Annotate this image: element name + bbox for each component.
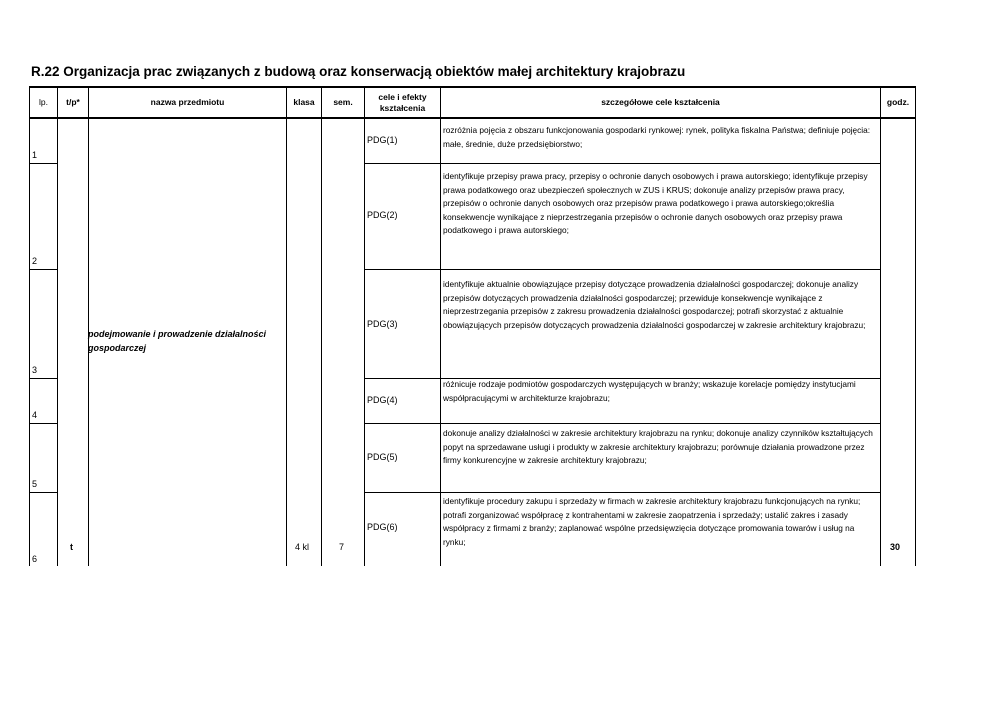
col-divider: [57, 88, 58, 566]
row-description: identyfikuje aktualnie obowiązujące przepisy dotyczące prowadzenia działalności gospodarczej; dokonuje analizy przepisów dotyczących prowadzenia działalności gospodarczej; przewiduje konsekwencje wynikające z nieprzestrzegania przepisów z zakresu prowadzenia działalności gospodarczej; potrafi skorzystać z aktualnie obowiązujących przepisów dotyczących prowadzenia działalności gospodarczej w zakresie architektury krajobrazu;: [443, 279, 866, 330]
col-divider: [880, 88, 881, 566]
row-description: różnicuje rodzaje podmiotów gospodarczych występujących w branży; wskazuje korelacje pomiędzy instytucjami współpracującymi w architekturze krajobrazu;: [443, 379, 856, 403]
row-number: 4: [32, 410, 38, 420]
curriculum-table: [29, 86, 916, 566]
col-divider: [286, 88, 287, 566]
header-tp: t/p*: [66, 97, 80, 108]
row-description: rozróżnia pojęcia z obszaru funkcjonowania gospodarki rynkowej: rynek, polityka fiskalna Państwa; definiuje pojęcia: małe, średnie, duże przedsiębiorstwo;: [443, 125, 871, 149]
row-description: dokonuje analizy działalności w zakresie architektury krajobrazu na rynku; dokonuje analizy czynników kształtujących popyt na sprzedawane usługi i produkty w zakresie architektury krajobrazu; porównuje działania prowadzone przez firmy konkurencyjne w zakresie architektury krajobrazu;: [443, 428, 873, 465]
header-klasa: klasa: [293, 97, 315, 108]
row-divider: [30, 163, 58, 164]
col-divider: [321, 88, 322, 566]
row-divider: [364, 492, 881, 493]
row-code: PDG(1): [367, 135, 398, 145]
col-divider: [364, 88, 365, 566]
row-divider: [30, 423, 58, 424]
row-code: PDG(4): [367, 395, 398, 405]
header-nazwa: nazwa przedmiotu: [150, 97, 225, 108]
row-number: 3: [32, 365, 38, 375]
header-sem: sem.: [333, 97, 353, 108]
row-code: PDG(6): [367, 522, 398, 532]
row-divider: [364, 163, 881, 164]
row-divider: [364, 423, 881, 424]
row-divider: [30, 269, 58, 270]
row-description: identyfikuje procedury zakupu i sprzedaży w firmach w zakresie architektury krajobrazu funkcjonujących na rynku; potrafi zorganizować współpracę z kontrahentami w zakresie zaopatrzenia i sprzedaży; ustalić zakres i zasady współpracy z firmami z branży; zaplanować wspólne przedsięwzięcia dotyczące promowania towarów i usług na rynku;: [443, 496, 861, 547]
header-szczegolowe: szczegółowe cele kształcenia: [601, 97, 720, 108]
row-number: 2: [32, 256, 38, 266]
row-description: identyfikuje przepisy prawa pracy, przepisy o ochronie danych osobowych i prawa autorskiego; identyfikuje przepisy prawa podatkowego oraz ubezpieczeń społecznych w ZUS i KRUS; dokonuje analizy przepisów prawa pracy, przepisów o ochronie danych osobowych oraz przepisów prawa podatkowego i prawa autorskiego;określia konsekwencje wynikające z nieprzestrzegania przepisów o ochronie danych osobowych oraz przepisy prawa podatkowego i prawa autorskiego;: [443, 171, 868, 235]
row-number: 6: [32, 554, 38, 564]
subject-godz: 30: [890, 542, 901, 552]
header-lp: lp.: [39, 97, 48, 108]
subject-klasa: 4 kl: [295, 542, 310, 552]
col-divider: [440, 88, 441, 566]
row-code: PDG(2): [367, 210, 398, 220]
row-divider: [30, 492, 58, 493]
subject-sem: 7: [339, 542, 345, 552]
row-number: 5: [32, 479, 38, 489]
row-code: PDG(5): [367, 452, 398, 462]
header-cele: cele i efekty kształcenia: [378, 91, 427, 113]
subject-name: podejmowanie i prowadzenie działalności gospodarczej: [88, 329, 267, 353]
row-divider: [30, 378, 58, 379]
row-code: PDG(3): [367, 319, 398, 329]
header-godz: godz.: [886, 97, 910, 108]
subject-tp: t: [70, 542, 73, 552]
page-title: R.22 Organizacja prac związanych z budową oraz konserwacją obiektów małej architektury krajobrazu: [31, 64, 686, 79]
row-divider: [364, 269, 881, 270]
row-number: 1: [32, 150, 38, 160]
header-divider: [30, 117, 915, 119]
